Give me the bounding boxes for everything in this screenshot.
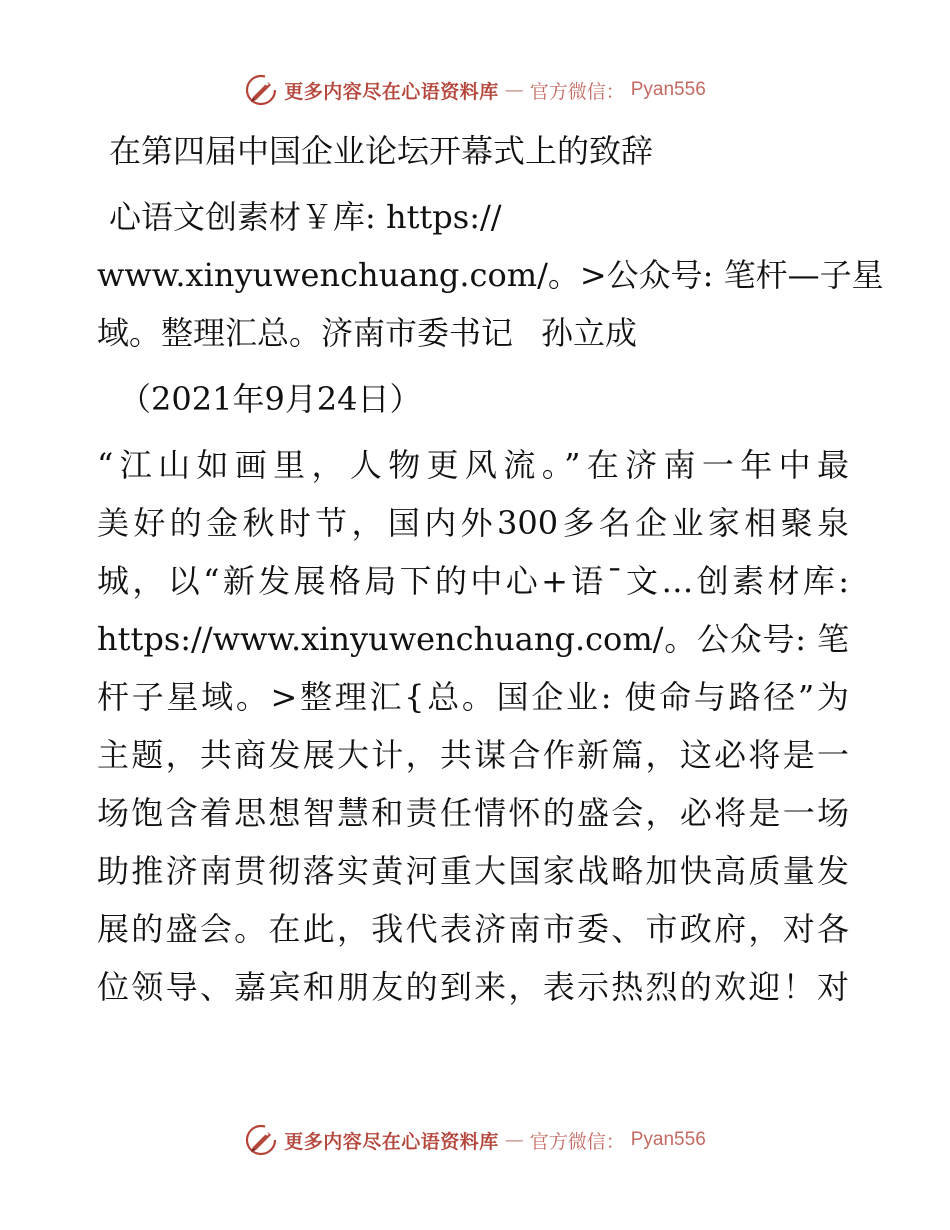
banner-dash: — [504, 1129, 524, 1151]
banner-content [244, 73, 706, 107]
body-line: 场饱含着思想智慧和责任情怀的盛会，必将是一场 [97, 794, 849, 832]
body-line: https://www.xinyuwenchuang.com/。公众号: 笔 [97, 620, 849, 658]
header-banner [0, 70, 950, 110]
source-line: 域。整理汇总。济南市委书记 [97, 314, 514, 352]
footer-banner [0, 1120, 950, 1160]
body-line: 主题，共商发展大计，共谋合作新篇，这必将是一 [97, 736, 849, 774]
source-line: 心语文创素材￥库: https:// [109, 198, 502, 236]
banner-dash: — [504, 79, 524, 101]
document-title: 在第四届中国企业论坛开幕式上的致辞 [109, 132, 654, 170]
banner-wechat-id: Pyan556 [630, 79, 706, 100]
speech-date: （2021年9月24日） [119, 380, 422, 418]
body-line: 美好的金秋时节，国内外300多名企业家相聚泉 [97, 504, 849, 542]
banner-content [244, 1123, 706, 1157]
body-line: 杆子星域。>整理汇{总。国企业: 使命与路径”为 [97, 678, 849, 716]
pen-logo-icon [244, 73, 278, 107]
body-line: “江山如画里，人物更风流。”在济南一年中最 [97, 446, 849, 484]
banner-wechat-label: 官方微信： [529, 80, 625, 103]
body-line: 城，以“新发展格局下的中心+语¯文…创素材库: [97, 562, 849, 600]
source-author-line [97, 304, 849, 362]
document-body [97, 122, 884, 1016]
pen-logo-icon [244, 1123, 278, 1157]
banner-wechat-label: 官方微信： [529, 1130, 625, 1153]
author-name: 孙立成 [541, 314, 638, 352]
body-line: 展的盛会。在此，我代表济南市委、市政府，对各 [97, 910, 849, 948]
source-line: www.xinyuwenchuang.com/。>公众号: 笔杆—子星 [97, 256, 884, 294]
body-line: 助推济南贯彻落实黄河重大国家战略加快高质量发 [97, 852, 849, 890]
banner-main-text: 更多内容尽在心语资料库 [284, 80, 499, 103]
banner-main-text: 更多内容尽在心语资料库 [284, 1130, 499, 1153]
body-line: 位领导、嘉宾和朋友的到来，表示热烈的欢迎！对 [97, 968, 849, 1006]
banner-wechat-id: Pyan556 [630, 1129, 706, 1150]
